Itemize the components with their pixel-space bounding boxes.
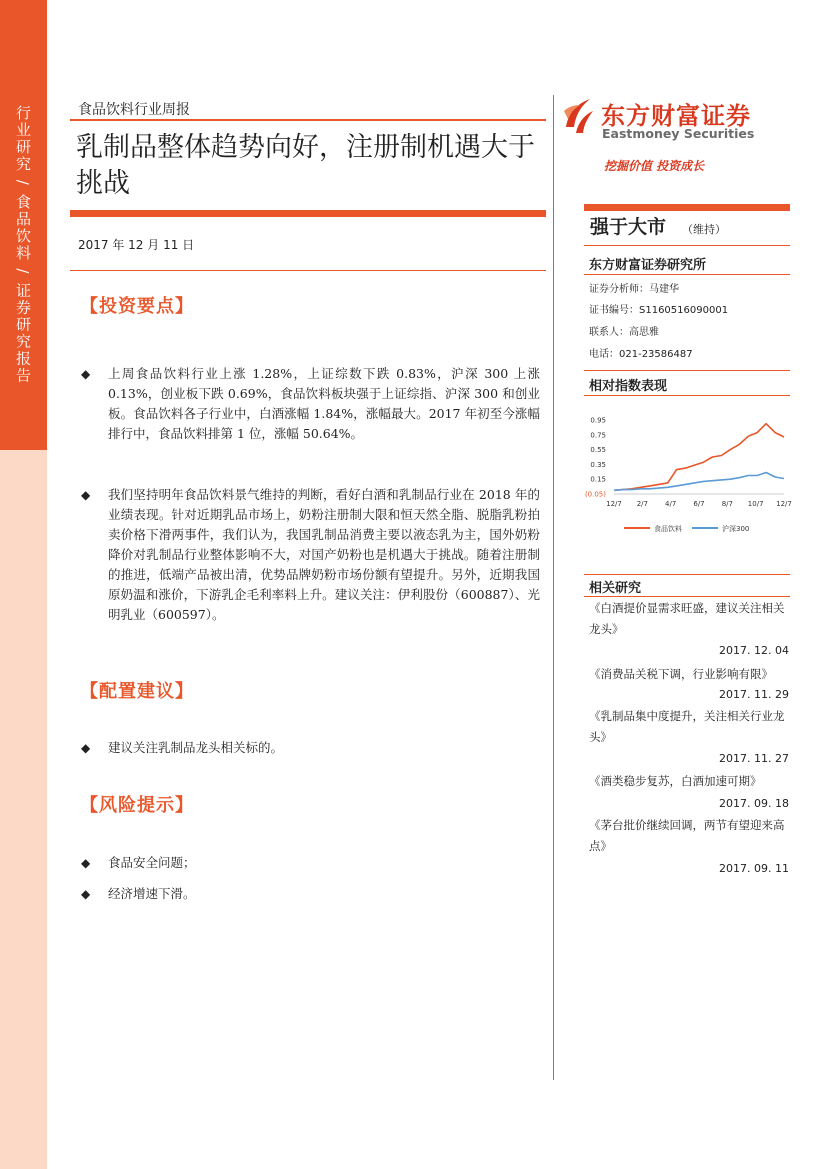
related-report-title[interactable]: 《白酒提价显需求旺盛，建议关注相关龙头》 <box>589 601 785 636</box>
y-tick-label: 0.35 <box>590 460 606 469</box>
related-report-title[interactable]: 《消费品关税下调，行业影响有限》 <box>589 667 773 681</box>
x-tick-label: 10/7 <box>747 500 764 508</box>
related-report-date: 2017. 12. 04 <box>719 644 789 657</box>
related-report-title[interactable]: 《酒类稳步复苏，白酒加速可期》 <box>589 774 762 788</box>
chart-heading: 相对指数表现 <box>589 379 668 394</box>
bullet-icon: ◆ <box>81 887 91 901</box>
rating-status: （维持） <box>682 223 726 236</box>
related-report-date: 2017. 11. 27 <box>719 752 789 765</box>
related-report-date: 2017. 09. 18 <box>719 797 789 810</box>
divider <box>584 574 790 575</box>
risk-item-2: 经济增速下滑。 <box>108 886 196 901</box>
divider <box>584 245 790 246</box>
x-tick-label: 12/7 <box>606 500 622 508</box>
highlight-paragraph-2: 我们坚持明年食品饮料景气维持的判断，看好白酒和乳制品行业在 2018 年的业绩表现。针对近期乳品市场上，奶粉注册制大限和恒天然全脂、脱脂乳粉拍卖价格下滑两事件，我们认为，我国乳制品消费主要以液态乳为主，国外奶粉降价对乳制品行业整体影响不大，对国产奶粉也是机遇大于挑战。随着注册制的推进，低端产品被出清，优势品牌奶粉市场份额有望提升。另外，近期我国原奶温和涨价，下游乳企毛利率料上升。建议关注：伊利股份（600887）、光明乳业（600597）。 <box>108 487 540 622</box>
highlight-paragraph-1: 上周食品饮料行业上涨 1.28%，上证综数下跌 0.83%，沪深 300 上涨 0.13%，创业板下跌 0.69%，食品饮料板块强于上证综指、沪深 300 和创业板。食品饮料各子行业中，白酒涨幅 1.84%，涨幅最大。2017 年初至今涨幅排行中，食品饮料排第 1 位，涨幅 50.64%。 <box>108 366 540 441</box>
legend-label: 食品饮料 <box>654 525 682 533</box>
series-line-food <box>614 424 784 491</box>
relative-index-chart <box>584 402 790 562</box>
date-rule <box>70 270 546 271</box>
x-tick-label: 2/7 <box>636 500 648 508</box>
side-bar <box>0 0 47 1169</box>
brand-name: 东方财富证券 <box>601 102 751 130</box>
divider <box>584 274 790 275</box>
rating-rule <box>584 204 790 211</box>
rating: 强于大市 <box>590 216 667 238</box>
brand-name-en: Eastmoney Securities <box>602 126 755 141</box>
x-tick-label: 12/7 <box>776 500 792 508</box>
report-date: 2017 年 12 月 11 日 <box>78 238 195 252</box>
x-tick-label: 8/7 <box>721 500 733 508</box>
x-tick-label: 4/7 <box>665 500 677 508</box>
contact-person: 联系人：高思雅 <box>589 327 659 338</box>
related-report-title[interactable]: 《茅台批价继续回调，两节有望迎来高点》 <box>589 818 785 853</box>
allocation-paragraph: 建议关注乳制品龙头相关标的。 <box>108 740 284 755</box>
y-tick-label: 0.55 <box>590 446 606 455</box>
y-tick-label: 0.75 <box>590 431 606 440</box>
report-type: 食品饮料行业周报 <box>78 102 190 118</box>
divider <box>584 596 790 597</box>
analyst: 证券分析师：马建华 <box>589 284 679 295</box>
certificate-number: 证书编号：S1160516090001 <box>589 305 729 316</box>
column-divider <box>553 95 554 1080</box>
legend-label: 沪深300 <box>722 525 750 533</box>
related-report-title[interactable]: 《乳制品集中度提升，关注相关行业龙头》 <box>589 709 785 744</box>
side-bar-text: 行业研究 / 食品饮料 / 证券研究报告 <box>14 105 32 385</box>
institute-name: 东方财富证券研究所 <box>589 258 707 273</box>
divider <box>584 395 790 396</box>
y-tick-label: (0.05) <box>584 490 606 499</box>
related-heading: 相关研究 <box>589 581 642 596</box>
y-tick-label: 0.95 <box>590 416 606 425</box>
section-title-highlights: 【投资要点】 <box>80 296 194 317</box>
brand-slogan: 挖掘价值 投资成长 <box>604 159 705 173</box>
bullet-icon: ◆ <box>81 367 91 381</box>
bullet-icon: ◆ <box>81 488 91 502</box>
bullet-icon: ◆ <box>81 856 91 870</box>
phone: 电话：021-23586487 <box>589 349 693 360</box>
divider <box>584 370 790 371</box>
related-report-date: 2017. 11. 29 <box>719 688 789 701</box>
page-title: 乳制品整体趋势向好，注册制机遇大于挑战 <box>76 132 535 199</box>
title-rule <box>70 210 546 217</box>
section-title-allocation: 【配置建议】 <box>80 681 194 702</box>
risk-item-1: 食品安全问题； <box>108 855 196 870</box>
header-rule <box>70 119 546 121</box>
x-tick-label: 6/7 <box>693 500 705 508</box>
related-report-date: 2017. 09. 11 <box>719 862 789 875</box>
y-tick-label: 0.15 <box>590 475 606 484</box>
bullet-icon: ◆ <box>81 741 91 755</box>
brand-logo-icon <box>562 97 594 135</box>
section-title-risk: 【风险提示】 <box>80 795 194 816</box>
